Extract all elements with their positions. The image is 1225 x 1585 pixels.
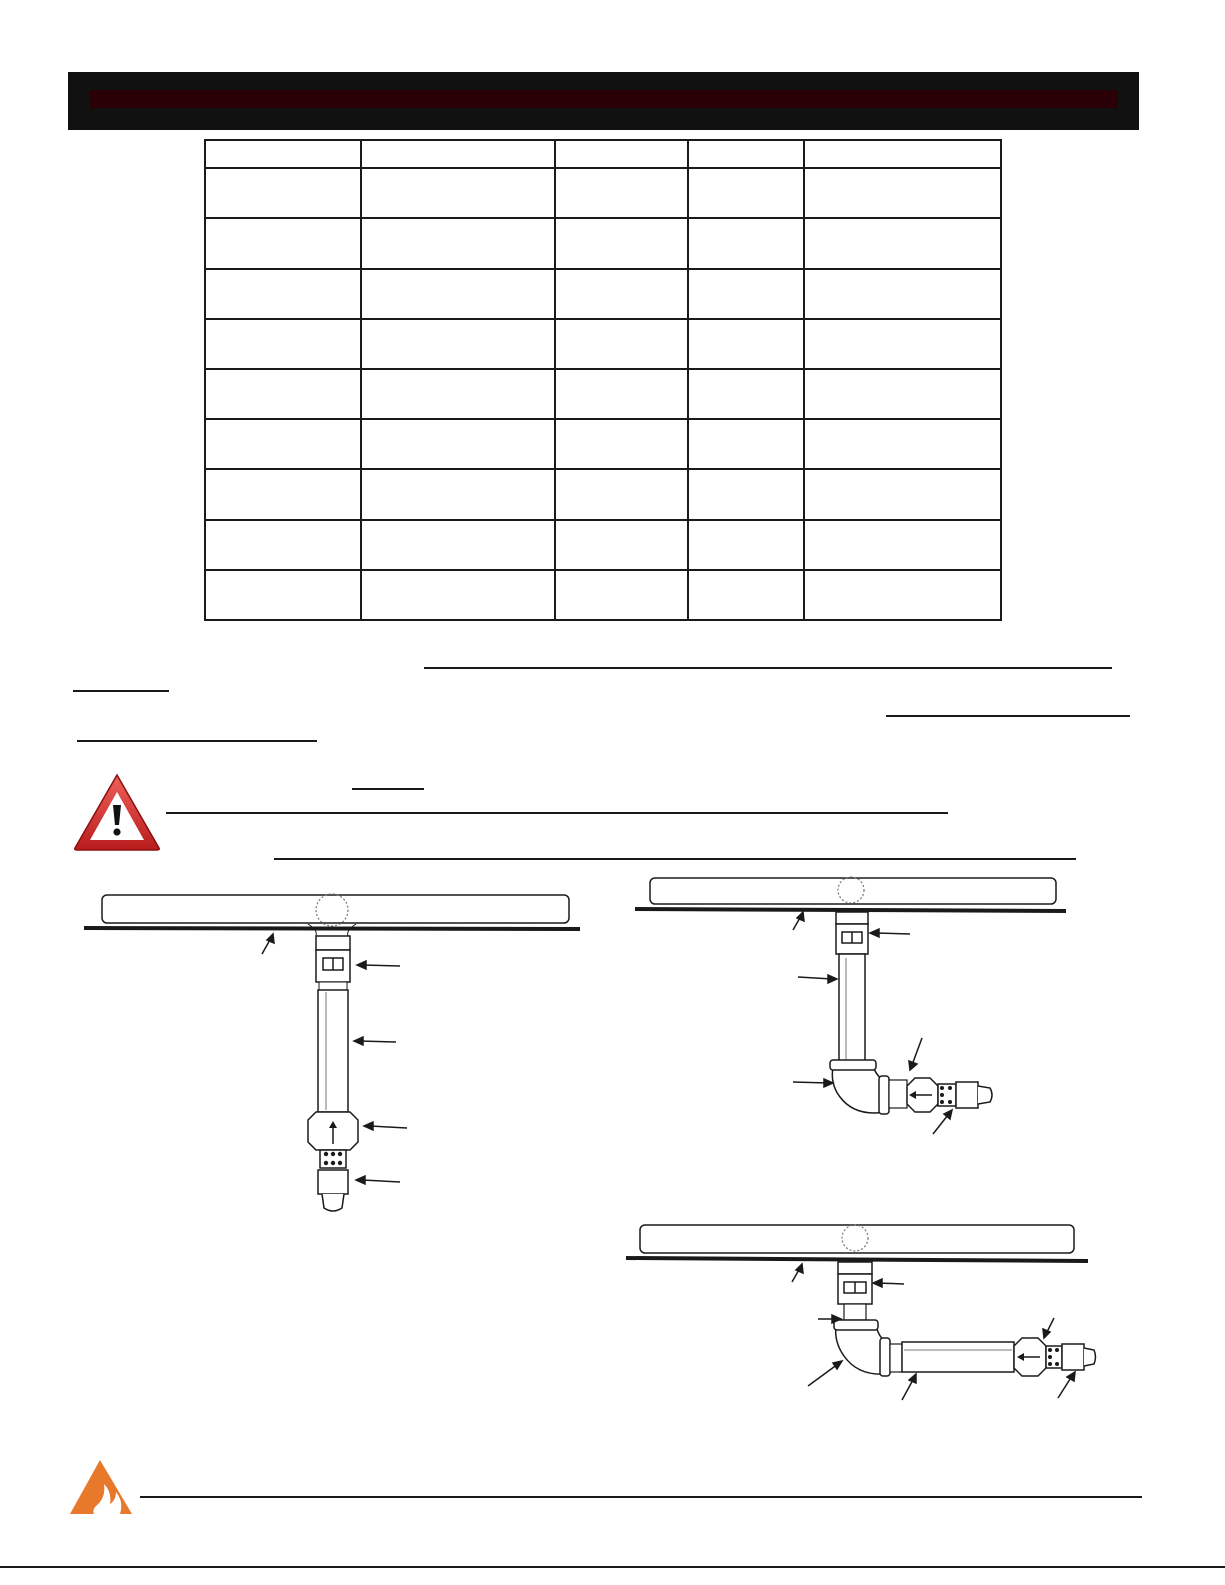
table-cell — [555, 319, 688, 369]
table-header-cell — [361, 140, 555, 168]
text-underline — [73, 690, 169, 692]
warning-triangle-icon — [72, 772, 162, 852]
text-underline — [424, 667, 1112, 669]
straight-orifice-assembly-diagram — [80, 890, 590, 1220]
table-cell — [804, 570, 1001, 620]
flame-logo-icon — [66, 1458, 136, 1518]
text-underline — [166, 812, 948, 814]
elbow-extended-orifice-assembly-diagram — [622, 1220, 1097, 1410]
table-cell — [205, 319, 361, 369]
table-cell — [688, 168, 804, 218]
table-cell — [555, 520, 688, 570]
table-cell — [555, 469, 688, 519]
table-cell — [688, 269, 804, 319]
table-cell — [361, 419, 555, 469]
footer-rule — [140, 1496, 1142, 1498]
text-underline — [886, 715, 1130, 717]
table-cell — [688, 218, 804, 268]
table-cell — [361, 570, 555, 620]
section-header-inner — [90, 90, 1118, 108]
table-row — [205, 520, 1001, 570]
table-cell — [361, 469, 555, 519]
table-cell — [555, 419, 688, 469]
table-header-cell — [688, 140, 804, 168]
table-cell — [688, 520, 804, 570]
table-cell — [804, 419, 1001, 469]
table-row — [205, 168, 1001, 218]
table-cell — [688, 570, 804, 620]
text-underline — [352, 788, 424, 790]
table-header-cell — [205, 140, 361, 168]
table-cell — [361, 269, 555, 319]
table-cell — [555, 570, 688, 620]
table-cell — [205, 269, 361, 319]
table-row — [205, 269, 1001, 319]
table-cell — [361, 369, 555, 419]
table-cell — [804, 520, 1001, 570]
table-header-row — [205, 140, 1001, 168]
table-cell — [361, 168, 555, 218]
table-cell — [555, 168, 688, 218]
table-row — [205, 469, 1001, 519]
table-cell — [555, 369, 688, 419]
table-cell — [804, 168, 1001, 218]
table-header-cell — [555, 140, 688, 168]
table-cell — [804, 469, 1001, 519]
text-underline — [77, 740, 317, 742]
table-header-cell — [804, 140, 1001, 168]
table-cell — [688, 369, 804, 419]
text-underline — [274, 858, 1076, 860]
table-cell — [361, 520, 555, 570]
table-cell — [688, 469, 804, 519]
table-cell — [361, 218, 555, 268]
elbow-orifice-assembly-diagram — [630, 872, 1075, 1142]
table-cell — [804, 269, 1001, 319]
table-row — [205, 570, 1001, 620]
table-cell — [205, 520, 361, 570]
table-cell — [804, 319, 1001, 369]
table-cell — [361, 319, 555, 369]
table-cell — [205, 218, 361, 268]
table-cell — [205, 419, 361, 469]
table-cell — [205, 469, 361, 519]
table-cell — [555, 218, 688, 268]
page-bottom-rule — [0, 1566, 1225, 1568]
table-cell — [205, 570, 361, 620]
table-row — [205, 419, 1001, 469]
table-cell — [688, 319, 804, 369]
table-cell — [688, 419, 804, 469]
table-row — [205, 319, 1001, 369]
table-cell — [555, 269, 688, 319]
table-row — [205, 369, 1001, 419]
table-cell — [205, 369, 361, 419]
table-row — [205, 218, 1001, 268]
table-cell — [804, 369, 1001, 419]
specification-table — [204, 139, 1002, 621]
table-cell — [205, 168, 361, 218]
section-header-band — [68, 72, 1139, 130]
table-cell — [804, 218, 1001, 268]
